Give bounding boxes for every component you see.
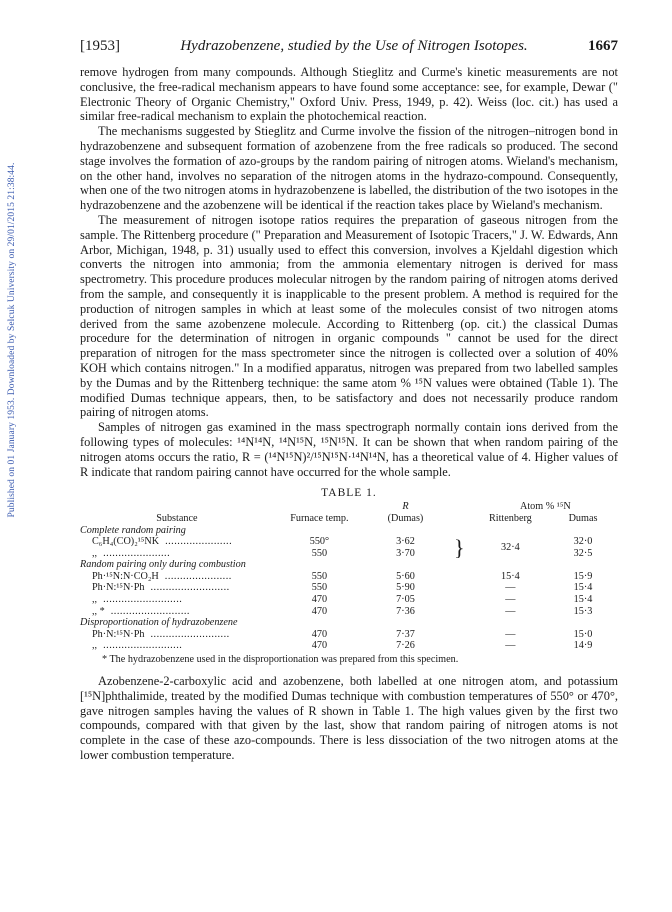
- header-dumas-r: (Dumas): [387, 512, 424, 524]
- substance-name: ,,: [92, 640, 98, 652]
- substance-name: ,, *: [92, 605, 105, 617]
- cell-brace: }: [453, 534, 465, 560]
- header-furnace: Furnace temp.: [290, 512, 349, 524]
- group-title: Complete random pairing: [80, 524, 186, 536]
- table-row: [80, 571, 618, 583]
- table-caption: TABLE 1.: [321, 487, 377, 500]
- cell-r-value: 5·60: [396, 570, 415, 582]
- cell-furnace-temp: 550: [311, 570, 328, 582]
- leader-dots: ..........................: [103, 640, 183, 652]
- cell-dumas: 15·4: [573, 582, 593, 594]
- leader-dots: ......................: [164, 570, 232, 582]
- table-row: [80, 594, 618, 606]
- cell-r-value: 3·62: [396, 536, 415, 548]
- cell-rittenberg: —: [505, 640, 516, 652]
- cell-brace: [446, 582, 473, 594]
- paragraph-3: The measurement of nitrogen isotope ratios requires the preparation of gaseous nitrogen from the sample. The Rittenberg procedure (" Preparation and Measurement of Isotopic Tracers," J. W. Edwards, Ann Arbor, Michigan, 1948, p. 31) usually used to effect this conversion, involves a Kjeldahl digestion which converts the nitrogen into ammonia; from the ammonia elementary nitrogen is derived for mass spectrometry. This procedure produces molecular nitrogen by the random pairing of nitrogen atoms derived from the sample, and consequently it is inapplicable to the present problem. A method is required for the production of nitrogen samples in which at least some of the molecules consist of two nitrogen atoms derived from the same azobenzene molecule. According to Rittenberg (op. cit.) the classical Dumas procedure for the determination of nitrogen in organic compounds " cannot be used for the direct preparation of nitrogen for the mass spectrometer since the nitrogen is collected over a solution of 40% KOH which contains nitrogen." In a modified apparatus, nitrogen was prepared from two labelled samples by the Dumas and by the Rittenberg technique: the same atom % ¹⁵N values were obtained (Table 1). The modified Dumas technique appears, then, to be satisfactory and does not necessarily produce random pairing of nitrogen atoms.: [80, 212, 618, 420]
- cell-rittenberg: 32·4: [501, 541, 520, 553]
- leader-dots: ..........................: [103, 594, 183, 606]
- cell-brace: [446, 594, 473, 606]
- substance-name: Ph·¹⁵N:N·CO₂H: [92, 570, 159, 582]
- header-atom: Atom % ¹⁵N: [519, 501, 571, 513]
- cell-furnace-temp: 470: [311, 594, 328, 606]
- header-year: [1953]: [80, 38, 120, 54]
- table-row: [80, 582, 618, 594]
- cell-furnace-temp: 470: [311, 628, 328, 640]
- cell-dumas: 14·9: [573, 640, 593, 652]
- cell-substance: [80, 594, 274, 606]
- header-rittenberg: Rittenberg: [488, 512, 532, 524]
- cell-r-value: 7·37: [396, 628, 415, 640]
- table-row: [80, 536, 618, 548]
- running-header: [80, 38, 618, 55]
- page-number: 1667: [588, 38, 618, 54]
- cell-brace: [446, 640, 473, 652]
- cell-dumas: 15·3: [573, 605, 593, 617]
- cell-furnace-temp: 470: [311, 640, 328, 652]
- cell-r-value: 7·36: [396, 605, 415, 617]
- substance-name: ,,: [92, 547, 98, 559]
- paper-page: [80, 38, 618, 763]
- table-body: [80, 525, 618, 653]
- cell-dumas: 32·0: [573, 536, 593, 548]
- table-row: [80, 640, 618, 652]
- cell-substance: [80, 548, 274, 560]
- cell-brace: [446, 571, 473, 583]
- paragraph-2: The mechanisms suggested by Stieglitz and Curme involve the fission of the nitrogen–nitrogen bond in hydrazobenzene and subsequent formation of azobenzene from the free radicals so produced. The second stage involves the formation of azo-groups by the random pairing of nitrogen atoms. Wieland's mechanism, on the other hand, involves no separation of the nitrogen atoms in the hydrazo-compound. Consequently, when one of the two nitrogen atoms in hydrazobenzene is labelled, the distribution of the two isotopes in the hydrazobenzene and the azobenzene will be identical if the reaction takes place by Wieland's mechanism.: [80, 124, 618, 213]
- leader-dots: ..........................: [150, 582, 230, 594]
- cell-substance: [80, 640, 274, 652]
- cell-substance: [80, 571, 274, 583]
- cell-brace: [446, 629, 473, 641]
- leader-dots: ......................: [103, 547, 171, 559]
- table-group-row: [80, 525, 618, 537]
- table-row: [80, 629, 618, 641]
- cell-rittenberg: —: [505, 605, 516, 617]
- leader-dots: ......................: [165, 536, 233, 548]
- cell-furnace-temp: 550: [311, 547, 328, 559]
- substance-name: Ph·N:¹⁵N·Ph: [92, 628, 145, 640]
- group-title: Disproportionation of hydrazobenzene: [80, 617, 238, 629]
- download-watermark: [6, 60, 18, 620]
- cell-rittenberg: —: [505, 582, 516, 594]
- cell-furnace-temp: 550°: [309, 536, 330, 548]
- header-title: Hydrazobenzene, studied by the Use of Nitrogen Isotopes.: [180, 38, 528, 54]
- cell-r-value: 5·90: [396, 582, 415, 594]
- cell-dumas: 15·0: [573, 628, 593, 640]
- substance-name: C₆H₄(CO)₂¹⁵NK: [92, 536, 160, 548]
- substance-name: ,,: [92, 594, 98, 606]
- cell-r-value: 7·05: [396, 594, 415, 606]
- download-notice: Published on 01 January 1953. Downloaded by Selcuk University on 29/01/2015 21:38:44.: [7, 162, 17, 518]
- cell-r-value: 7·26: [396, 640, 415, 652]
- header-r: R: [402, 501, 409, 513]
- header-substance: Substance: [156, 512, 198, 524]
- cell-furnace-temp: 470: [311, 605, 328, 617]
- cell-brace: [446, 606, 473, 618]
- cell-dumas: 15·4: [573, 594, 593, 606]
- cell-substance: [80, 606, 274, 618]
- leader-dots: ..........................: [150, 628, 230, 640]
- cell-rittenberg: —: [505, 594, 516, 606]
- cell-dumas: 32·5: [573, 547, 593, 559]
- substance-name: Ph·N:¹⁵N·Ph: [92, 582, 145, 594]
- table-footnote: * The hydrazobenzene used in the disproportionation was prepared from this specimen.: [102, 654, 459, 666]
- cell-rittenberg: 15·4: [501, 570, 520, 582]
- table-group-row: [80, 559, 618, 571]
- cell-substance: [80, 536, 274, 548]
- cell-furnace-temp: 550: [311, 582, 328, 594]
- results-table: [80, 501, 618, 652]
- header-dumas: Dumas: [568, 512, 598, 524]
- closing-paragraph: Azobenzene-2-carboxylic acid and azobenzene, both labelled at one nitrogen atom, and potassium [¹⁵N]phthalimide, treated by the modified Dumas technique with combustion temperatures of 550° or 470°, gave nitrogen samples having the values of R shown in Table 1. The high values given by the first two compounds, compared with that given by the last, show that random pairing of nitrogen atoms is not complete in the case of these azo-compounds. There is less dissociation of the two nitrogen atoms at the lower combustion temperature.: [80, 674, 618, 763]
- leader-dots: ..........................: [110, 605, 190, 617]
- cell-rittenberg: —: [505, 628, 516, 640]
- table-row: [80, 606, 618, 618]
- cell-dumas: 15·9: [573, 570, 593, 582]
- paragraph-1: remove hydrogen from many compounds. Although Stieglitz and Curme's kinetic measurements are not conclusive, the free-radical mechanism appears to have found some acceptance: see, for example, Dewar (" Electronic Theory of Organic Chemistry," Oxford Univ. Press, 1949, p. 42). Weiss (loc. cit.) has used a similar free-radical mechanism to explain the photochemical reaction.: [80, 65, 618, 124]
- cell-substance: [80, 629, 274, 641]
- cell-r-value: 3·70: [396, 547, 415, 559]
- group-title: Random pairing only during combustion: [80, 559, 246, 571]
- cell-substance: [80, 582, 274, 594]
- paragraph-4: Samples of nitrogen gas examined in the mass spectrograph normally contain ions derived from the following types of molecules: ¹⁴N¹⁴N, ¹⁴N¹⁵N, ¹⁵N¹⁵N. It can be shown that when random pairing of the nitrogen atoms occurs the ratio, R = (¹⁴N¹⁵N)²/¹⁵N¹⁵N·¹⁴N¹⁴N, has a theoretical value of 4. Higher values of R indicate that random pairing cannot have occurred for the whole sample.: [80, 420, 618, 479]
- table-group-row: [80, 617, 618, 629]
